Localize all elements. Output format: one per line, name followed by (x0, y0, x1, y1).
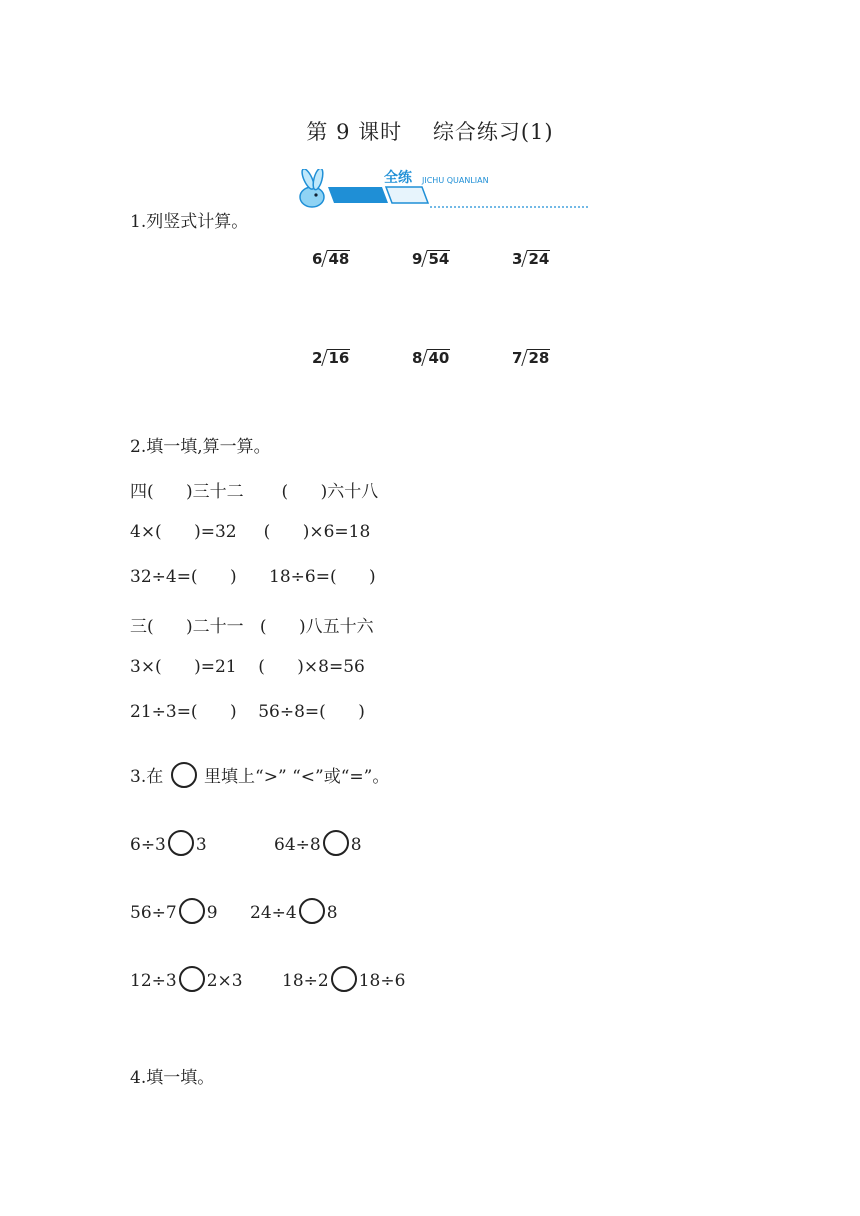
division-problem: 9 54 (412, 250, 450, 268)
compare-circle-icon (179, 966, 205, 992)
q1-title: 1.列竖式计算。 (130, 212, 249, 232)
compare-row: 56÷7 9 (130, 898, 218, 924)
compare-row: 18÷2 18÷6 (282, 966, 405, 992)
compare-circle-icon (179, 898, 205, 924)
section-banner (280, 150, 580, 194)
compare-circle-icon (331, 966, 357, 992)
fill-line: 三( )二十一 ( )八五十六 (130, 617, 374, 637)
fill-line: 四( )三十二 ( )六十八 (130, 482, 379, 502)
compare-row: 24÷4 8 (250, 898, 338, 924)
fill-line: 3×( )=21 ( )×8=56 (130, 657, 365, 677)
division-problem: 3 24 (512, 250, 550, 268)
compare-circle-icon (168, 830, 194, 856)
q4-title: 4.填一填。 (130, 1068, 215, 1088)
page-title: 第 9 课时 综合练习(1) (306, 120, 554, 144)
compare-circle-icon (171, 762, 197, 788)
fill-line: 32÷4=( ) 18÷6=( ) (130, 567, 376, 587)
division-problem: 6 48 (312, 250, 350, 268)
banner-main-text: 基础 (330, 170, 358, 186)
division-problem: 7 28 (512, 349, 550, 367)
compare-row: 6÷3 3 (130, 830, 207, 856)
division-problem: 2 16 (312, 349, 350, 367)
compare-circle-icon (299, 898, 325, 924)
compare-row: 12÷3 2×3 (130, 966, 243, 992)
division-problem: 8 40 (412, 349, 450, 367)
fill-line: 21÷3=( ) 56÷8=( ) (130, 702, 365, 722)
q3-title: 3.在 里填上“>” “<”或“=”。 (130, 762, 389, 788)
compare-row: 64÷8 8 (274, 830, 362, 856)
q2-title: 2.填一填,算一算。 (130, 437, 271, 457)
banner-pinyin: JICHU QUANLIAN (422, 176, 489, 185)
compare-circle-icon (323, 830, 349, 856)
fill-line: 4×( )=32 ( )×6=18 (130, 522, 371, 542)
banner-second-text: 全练 (384, 170, 412, 186)
